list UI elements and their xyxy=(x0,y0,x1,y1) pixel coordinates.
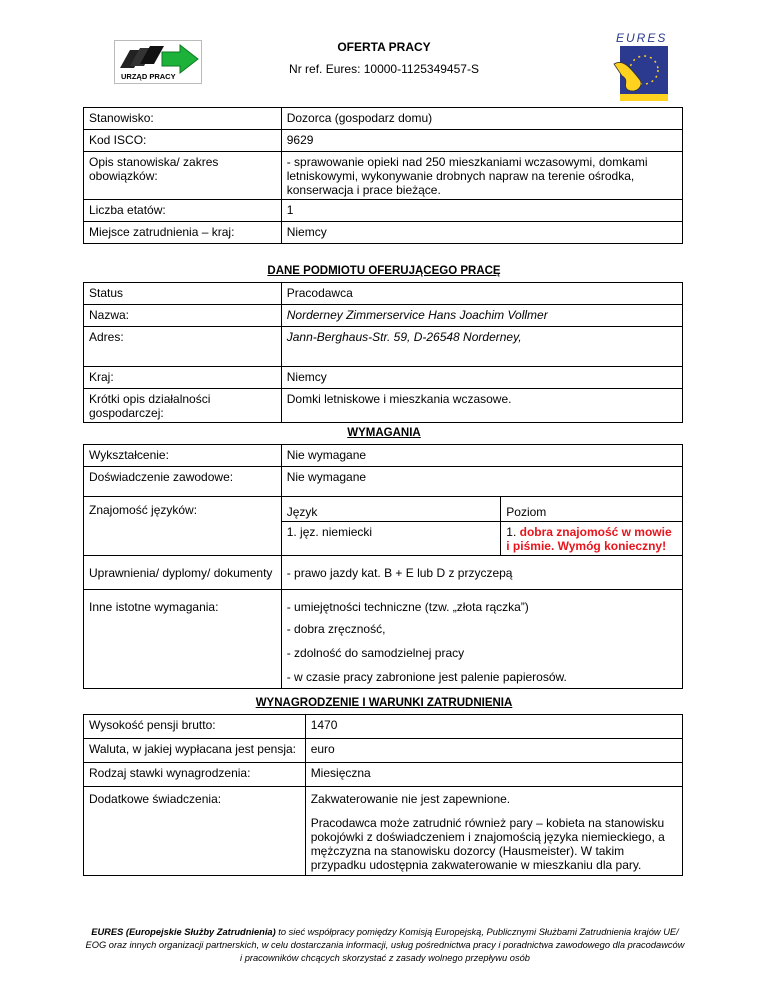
label-duties: Opis stanowiska/ zakres obowiązków: xyxy=(84,152,282,200)
benefits-accommodation: Zakwaterowanie nie jest zapewnione. xyxy=(310,792,511,806)
label-isco: Kod ISCO: xyxy=(84,130,282,152)
other-requirements-list xyxy=(281,590,682,689)
basic-info-table xyxy=(83,107,683,244)
reference-number: Nr ref. Eures: 10000-1125349457-S xyxy=(289,62,479,76)
table-row xyxy=(84,715,683,739)
benefits-cell xyxy=(305,787,682,876)
value-currency: euro xyxy=(305,739,682,763)
label-other-requirements: Inne istotne wymagania: xyxy=(84,590,282,689)
table-row xyxy=(84,327,683,367)
table-row xyxy=(84,497,683,522)
value-duties: - sprawowanie opieki nad 250 mieszkaniami wczasowymi, domkami letniskowymi, wykonywanie drobnych napraw na terenie ośrodka, konserwacja i prace bieżące. xyxy=(281,152,682,200)
value-education: Nie wymagane xyxy=(281,445,682,467)
table-row xyxy=(84,590,683,689)
table-row xyxy=(84,108,683,130)
logo-right-text: EURES xyxy=(616,31,668,45)
label-languages: Znajomość języków: xyxy=(84,497,282,556)
value-rate-type: Miesięczna xyxy=(305,763,682,787)
label-benefits: Dodatkowe świadczenia: xyxy=(84,787,306,876)
footer-note xyxy=(85,926,685,965)
table-row xyxy=(84,305,683,327)
footer-bold: EURES (Europejskie Służby Zatrudnienia) xyxy=(91,927,276,937)
list-item: - dobra zręczność, xyxy=(286,622,386,636)
list-item: - umiejętności techniczne (tzw. „złota rączka”) xyxy=(286,600,529,614)
label-employer-country: Kraj: xyxy=(84,367,282,389)
benefits-couples: Pracodawca może zatrudnić również pary – kobieta na stanowisku pokojówki z doświadczeniem i znajomością języka niemieckiego, a mężczyzna na stanowisku dozorcy (Hausmeister). W takim przypadku udostępnia zakwaterowanie w mieszkaniu dla pary. xyxy=(310,816,665,872)
value-name: Norderney Zimmerservice Hans Joachim Vollmer xyxy=(281,305,682,327)
label-address: Adres: xyxy=(84,327,282,367)
logo-left-text: URZĄD PRACY xyxy=(121,72,176,81)
section-title-employer: DANE PODMIOTU OFERUJĄCEGO PRACĘ xyxy=(267,265,501,277)
value-status: Pracodawca xyxy=(281,283,682,305)
salary-table xyxy=(83,714,683,876)
table-row xyxy=(84,222,683,244)
table-row xyxy=(84,283,683,305)
table-row xyxy=(84,130,683,152)
label-business: Krótki opis działalności gospodarczej: xyxy=(84,389,282,423)
label-experience: Doświadczenie zawodowe: xyxy=(84,467,282,497)
label-currency: Waluta, w jakiej wypłacana jest pensja: xyxy=(84,739,306,763)
language-level-prefix: 1. xyxy=(506,525,517,539)
value-experience: Nie wymagane xyxy=(281,467,682,497)
label-status: Status xyxy=(84,283,282,305)
label-positions-count: Liczba etatów: xyxy=(84,200,282,222)
value-address: Jann-Berghaus-Str. 59, D-26548 Norderney, xyxy=(281,327,682,367)
value-positions-count: 1 xyxy=(281,200,682,222)
language-name: 1. jęz. niemiecki xyxy=(281,522,501,556)
table-row xyxy=(84,739,683,763)
table-row xyxy=(84,763,683,787)
table-row xyxy=(84,200,683,222)
label-country: Miejsce zatrudnienia – kraj: xyxy=(84,222,282,244)
eures-logo xyxy=(612,30,672,102)
page-title: OFERTA PRACY xyxy=(337,40,431,54)
table-row xyxy=(84,445,683,467)
label-licenses: Uprawnienia/ dyplomy/ dokumenty xyxy=(84,556,282,590)
value-isco: 9629 xyxy=(281,130,682,152)
table-row xyxy=(84,556,683,590)
section-title-requirements: WYMAGANIA xyxy=(347,427,421,439)
label-education: Wykształcenie: xyxy=(84,445,282,467)
language-level xyxy=(501,522,683,556)
section-title-salary: WYNAGRODZENIE I WARUNKI ZATRUDNIENIA xyxy=(255,697,513,709)
table-row xyxy=(84,152,683,200)
value-business: Domki letniskowe i mieszkania wczasowe. xyxy=(281,389,682,423)
employer-table xyxy=(83,282,683,423)
label-name: Nazwa: xyxy=(84,305,282,327)
label-position: Stanowisko: xyxy=(84,108,282,130)
table-row xyxy=(84,367,683,389)
requirements-table xyxy=(83,444,683,689)
label-rate-type: Rodzaj stawki wynagrodzenia: xyxy=(84,763,306,787)
value-salary: 1470 xyxy=(305,715,682,739)
value-position: Dozorca (gospodarz domu) xyxy=(281,108,682,130)
language-column-header: Język xyxy=(281,497,501,522)
level-column-header: Poziom xyxy=(501,497,683,522)
footer-text: to sieć współpracy pomiędzy Komisją Europejską, Publicznymi Służbami Zatrudnienia krajów UE/ EOG oraz innych organizacji partnerskich, w celu dostarczania informacji, usług pośrednictwa pracy i poradnictwa zawodowego dla pracodawców i pracowników chcących skorzystać z zasady wolnego przepływu osób xyxy=(85,927,685,963)
table-row xyxy=(84,389,683,423)
value-employer-country: Niemcy xyxy=(281,367,682,389)
table-row xyxy=(84,467,683,497)
table-row xyxy=(84,787,683,876)
list-item: - w czasie pracy zabronione jest palenie papierosów. xyxy=(286,670,567,684)
value-country: Niemcy xyxy=(281,222,682,244)
language-level-text: dobra znajomość w mowie i piśmie. Wymóg konieczny! xyxy=(506,525,672,553)
value-licenses: - prawo jazdy kat. B + E lub D z przyczepą xyxy=(281,556,682,590)
label-salary: Wysokość pensji brutto: xyxy=(84,715,306,739)
list-item: - zdolność do samodzielnej pracy xyxy=(286,646,465,660)
